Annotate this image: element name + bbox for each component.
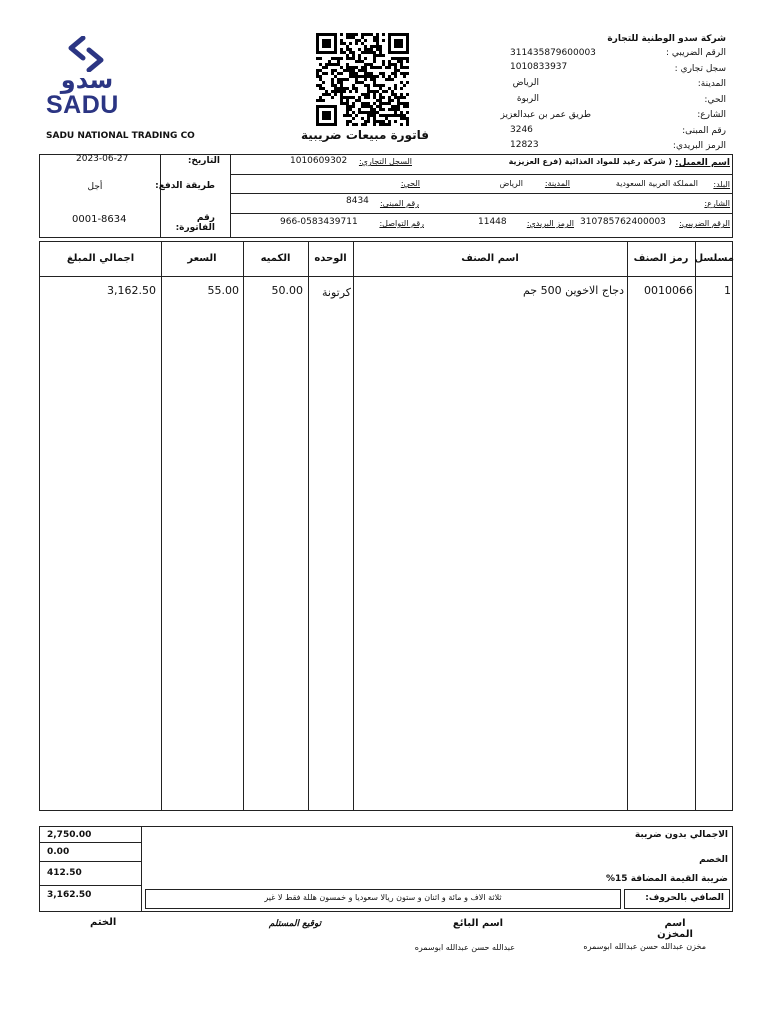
customer-street-label: الشارع:: [704, 199, 730, 208]
company-cr-value: 1010833937: [510, 62, 568, 72]
company-district-value: الربوة: [516, 94, 539, 104]
warehouse-name-label: اسم المخزن: [657, 918, 693, 940]
customer-vat-value: 310785762400003: [580, 217, 666, 227]
customer-country-value: المملكة العربية السعودية: [615, 179, 698, 188]
discount-label: الخصم: [699, 855, 728, 865]
invoice-title: فاتورة مبيعات ضريبية: [301, 128, 429, 142]
company-city-value: الرياض: [512, 78, 539, 88]
company-district-label: الحي:: [704, 95, 726, 105]
subtotal-label: الاجمالي بدون ضريبة: [634, 830, 728, 840]
net-value: 3,162.50: [47, 890, 92, 900]
invoice-number-label: رقم الفاتورة:: [175, 213, 215, 233]
customer-building-value: 8434: [346, 196, 369, 206]
amount-in-words: ثلاثة الاف و مائة و اثنان و ستون ريالا سعوديا و خمسون هللة فقط لا غير: [264, 893, 502, 902]
customer-cr-value: 1010609302: [290, 156, 348, 166]
customer-phone-label: رقم التواصل:: [379, 219, 424, 228]
customer-phone-value: 966-0583439711: [280, 217, 358, 227]
header-item-name: اسم الصنف: [461, 253, 519, 264]
customer-city-label: المدينة:: [544, 179, 570, 188]
company-postal-value: 12823: [510, 140, 539, 150]
vat-label: ضريبة القيمة المضافة 15%: [606, 874, 728, 884]
company-cr-label: سجل تجاري :: [674, 64, 726, 74]
warehouse-name-value: مخزن عبدالله حسن عبدالله ابوسمره: [583, 942, 706, 951]
receiver-signature-label: توقيع المستلم: [268, 919, 322, 929]
invoice-date-value: 2023-06-27: [76, 154, 129, 164]
company-street-value: طريق عمر بن عبدالعزيز: [500, 110, 591, 120]
company-street-label: الشارع:: [697, 110, 726, 120]
customer-postal-value: 11448: [478, 217, 507, 227]
header-quantity: الكميه: [260, 253, 291, 264]
net-label: الصافي بالحروف:: [645, 893, 724, 903]
customer-vat-label: الرقم الضريبي:: [679, 219, 730, 228]
row-unit: كرتونة: [321, 286, 351, 299]
header-price: السعر: [187, 253, 217, 264]
row-item-code: 0010066: [644, 284, 693, 297]
invoice-number-value: 0001-8634: [72, 214, 127, 225]
company-name-ar: شركة سدو الوطنية للتجارة: [607, 34, 726, 44]
company-vat-label: الرقم الضريبي :: [666, 48, 726, 58]
stamp-label: الختم: [90, 917, 117, 928]
invoice-date-label: التاريخ:: [187, 156, 220, 166]
company-name-en: SADU NATIONAL TRADING CO: [46, 131, 195, 141]
company-vat-value: 311435879600003: [510, 48, 596, 58]
seller-name-value: عبدالله حسن عبدالله ابوسمره: [414, 943, 515, 952]
items-table: [39, 241, 733, 811]
payment-method-value: أجل: [87, 182, 103, 192]
row-item-name: دجاج الاخوين 500 جم: [522, 284, 624, 297]
seller-name-label: اسم البائع: [452, 918, 504, 929]
qr-code: [316, 33, 409, 126]
totals-box: [39, 826, 733, 912]
discount-value: 0.00: [47, 847, 70, 857]
customer-city-value: الرياض: [499, 179, 523, 188]
header-serial: مسلسل: [694, 253, 734, 264]
customer-district-label: الحي:: [400, 179, 420, 188]
header-total: اجمالي المبلغ: [66, 253, 135, 264]
payment-method-label: طريقة الدفع:: [155, 181, 215, 191]
customer-building-label: رقم المبنى:: [379, 199, 419, 208]
vat-value: 412.50: [47, 868, 82, 878]
customer-name-label: اسم العميل:: [674, 158, 730, 168]
header-unit: الوحده: [314, 253, 347, 264]
row-serial: 1: [724, 284, 731, 297]
company-building-label: رقم المبنى:: [682, 126, 726, 136]
company-postal-label: الرمز البريدي:: [672, 141, 726, 151]
logo-english-text: SADU: [46, 91, 119, 119]
company-city-label: المدينة:: [697, 79, 726, 89]
customer-country-label: البلد:: [713, 180, 730, 189]
company-building-value: 3246: [510, 125, 533, 135]
logo-arabic-text: سدو: [60, 66, 114, 94]
customer-postal-label: الرمز البريدي:: [526, 219, 574, 228]
row-price: 55.00: [207, 284, 239, 297]
subtotal-value: 2,750.00: [47, 830, 92, 840]
customer-cr-label: السجل التجاري:: [358, 157, 412, 166]
header-item-code: رمز الصنف: [633, 253, 689, 264]
customer-name-value: ( شركة رغيد للمواد الغذائية (فرع العزيزية: [508, 157, 672, 166]
row-total: 3,162.50: [107, 284, 156, 297]
row-quantity: 50.00: [271, 284, 303, 297]
